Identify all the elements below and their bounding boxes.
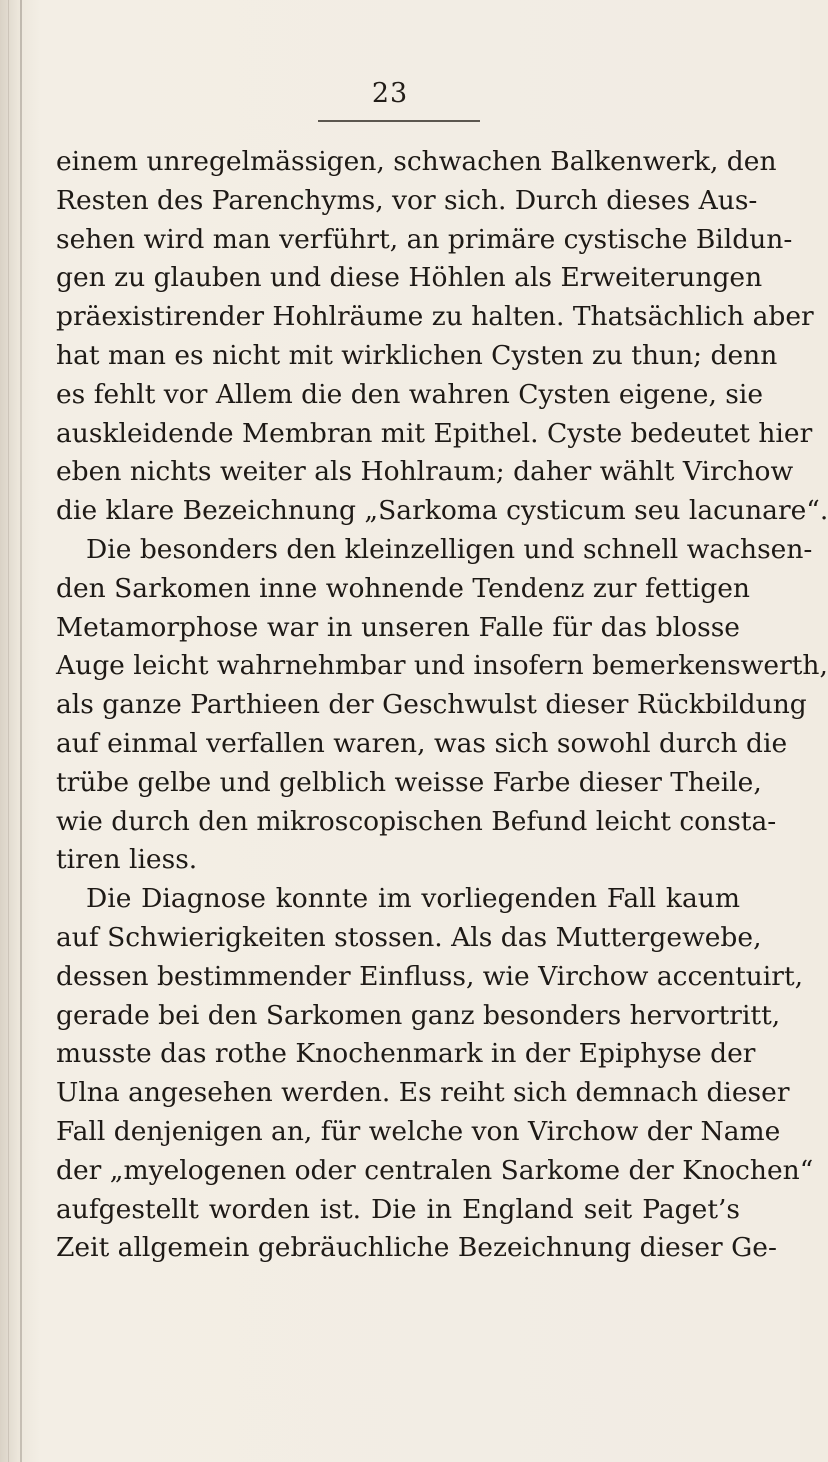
binding-edge [20, 0, 22, 1462]
text-line: wie durch den mikroscopischen Befund leicht consta- [56, 805, 777, 837]
text-line: auf einmal verfallen waren, was sich sowohl durch die [56, 727, 788, 759]
text-line: auf Schwierigkeiten stossen. Als das Muttergewebe, [56, 921, 762, 953]
text-line: musste das rothe Knochenmark in der Epiphyse der [56, 1038, 756, 1070]
text-line: der „myelogenen oder centralen Sarkome der Knochen“ [56, 1154, 814, 1186]
text-line: präexistirender Hohlräume zu halten. Thatsächlich aber [56, 301, 814, 333]
text-line: als ganze Parthieen der Geschwulst dieser Rückbildung [56, 689, 807, 721]
text-line: sehen wird man verführt, an primäre cystische Bildun- [56, 223, 793, 255]
text-line: Fall denjenigen an, für welche von Virchow der Name [56, 1115, 781, 1147]
page-number-rule [318, 120, 480, 122]
text-line: hat man es nicht mit wirklichen Cysten zu thun; denn [56, 339, 778, 371]
text-line: Auge leicht wahrnehmbar und insofern bemerkenswerth, [56, 650, 828, 682]
text-line: Resten des Parenchyms, vor sich. Durch dieses Aus- [56, 184, 758, 216]
text-line: Metamorphose war in unseren Falle für das blosse [56, 611, 740, 643]
text-line: Zeit allgemein gebräuchliche Bezeichnung dieser Ge- [56, 1232, 777, 1264]
text-line: die klare Bezeichnung „Sarkoma cysticum seu lacunare“. [56, 495, 828, 527]
body-text [56, 143, 828, 1268]
text-line: einem unregelmässigen, schwachen Balkenwerk, den [56, 146, 777, 177]
paragraph-end-line: tiren liess. [56, 844, 198, 876]
text-line: gen zu glauben und diese Höhlen als Erweiterungen [56, 262, 763, 294]
text-line: auskleidende Membran mit Epithel. Cyste bedeutet hier [56, 417, 813, 449]
text-line: dessen bestimmender Einfluss, wie Virchow accentuirt, [56, 960, 804, 992]
binding-shadow-line [8, 0, 9, 1462]
paragraph-start-line: Die besonders den kleinzelligen und schnell wachsen- [86, 533, 813, 565]
paragraph-start-line: Die Diagnose konnte im vorliegenden Fall kaum [86, 883, 740, 915]
text-line: es fehlt vor Allem die den wahren Cysten eigene, sie [56, 378, 764, 410]
text-line: den Sarkomen inne wohnende Tendenz zur fettigen [56, 572, 750, 604]
text-line: aufgestellt worden ist. Die in England seit Paget’s [56, 1193, 740, 1225]
text-line: eben nichts weiter als Hohlraum; daher wählt Virchow [56, 456, 794, 488]
text-line: Ulna angesehen werden. Es reiht sich demnach dieser [56, 1077, 790, 1109]
page-number: 23 [371, 78, 409, 109]
text-line: gerade bei den Sarkomen ganz besonders hervortritt, [56, 999, 781, 1031]
text-line: trübe gelbe und gelblich weisse Farbe dieser Theile, [56, 766, 762, 798]
